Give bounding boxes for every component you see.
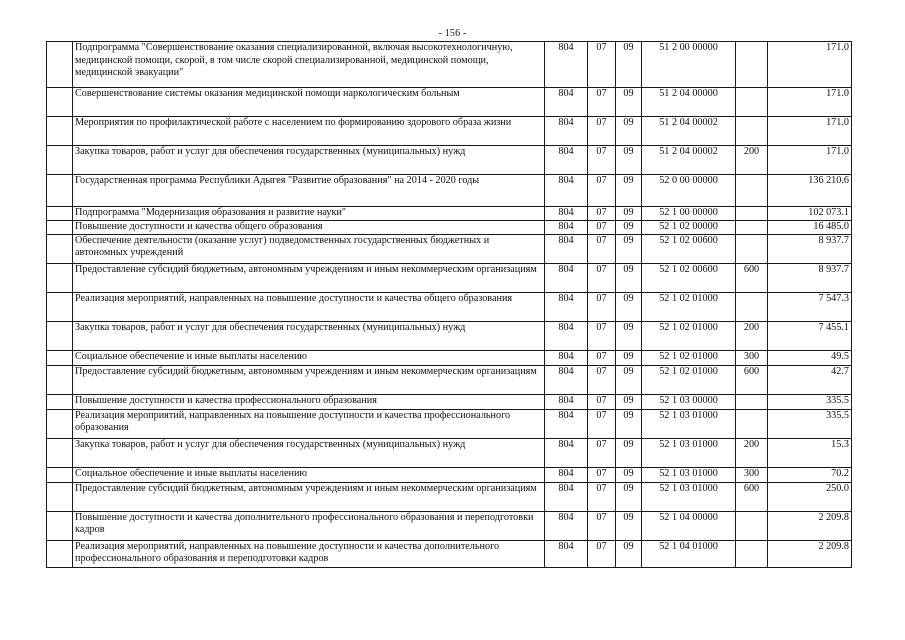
ministry-code: 804 bbox=[545, 409, 588, 438]
blank-cell bbox=[47, 394, 73, 409]
section-code: 07 bbox=[588, 263, 616, 292]
ministry-code: 804 bbox=[545, 321, 588, 350]
target-article: 51 2 00 00000 bbox=[642, 42, 736, 88]
section-code: 07 bbox=[588, 511, 616, 540]
amount: 15.3 bbox=[768, 438, 852, 467]
blank-cell bbox=[47, 350, 73, 365]
row-name: Подпрограмма "Совершенствование оказания специализированной, включая высокотехнологичную, медицинской помощи, скорой, в том числе скорой специализированной, медицинской помощи, медицинской эвакуации" bbox=[73, 42, 545, 88]
section-code: 07 bbox=[588, 175, 616, 207]
target-article: 52 0 00 00000 bbox=[642, 175, 736, 207]
ministry-code: 804 bbox=[545, 292, 588, 321]
amount: 136 210.6 bbox=[768, 175, 852, 207]
target-article: 52 1 04 00000 bbox=[642, 511, 736, 540]
target-article: 51 2 04 00002 bbox=[642, 117, 736, 146]
target-article: 52 1 02 00000 bbox=[642, 221, 736, 235]
subsection-code: 09 bbox=[616, 467, 642, 482]
row-name: Реализация мероприятий, направленных на повышение доступности и качества профессионального образования bbox=[73, 409, 545, 438]
expense-type bbox=[736, 394, 768, 409]
table-row bbox=[47, 350, 852, 365]
row-name: Предоставление субсидий бюджетным, автономным учреждениям и иным некоммерческим организациям bbox=[73, 263, 545, 292]
table-row bbox=[47, 117, 852, 146]
table-row bbox=[47, 175, 852, 207]
section-code: 07 bbox=[588, 540, 616, 567]
subsection-code: 09 bbox=[616, 365, 642, 394]
subsection-code: 09 bbox=[616, 175, 642, 207]
target-article: 52 1 03 01000 bbox=[642, 482, 736, 511]
amount: 171.0 bbox=[768, 88, 852, 117]
expense-type: 300 bbox=[736, 467, 768, 482]
row-name: Совершенствование системы оказания медицинской помощи наркологическим больным bbox=[73, 88, 545, 117]
section-code: 07 bbox=[588, 292, 616, 321]
page-number: - 156 - bbox=[438, 28, 467, 39]
ministry-code: 804 bbox=[545, 221, 588, 235]
table-row bbox=[47, 482, 852, 511]
table-row bbox=[47, 42, 852, 88]
table-row bbox=[47, 365, 852, 394]
blank-cell bbox=[47, 511, 73, 540]
row-name: Повышение доступности и качества дополнительного профессионального образования и переподготовки кадров bbox=[73, 511, 545, 540]
section-code: 07 bbox=[588, 88, 616, 117]
table-row bbox=[47, 511, 852, 540]
blank-cell bbox=[47, 409, 73, 438]
section-code: 07 bbox=[588, 467, 616, 482]
ministry-code: 804 bbox=[545, 511, 588, 540]
table-row bbox=[47, 409, 852, 438]
blank-cell bbox=[47, 292, 73, 321]
section-code: 07 bbox=[588, 146, 616, 175]
expense-type bbox=[736, 117, 768, 146]
blank-cell bbox=[47, 365, 73, 394]
expense-type bbox=[736, 540, 768, 567]
section-code: 07 bbox=[588, 438, 616, 467]
target-article: 52 1 02 01000 bbox=[642, 350, 736, 365]
section-code: 07 bbox=[588, 321, 616, 350]
blank-cell bbox=[47, 263, 73, 292]
expense-type: 200 bbox=[736, 321, 768, 350]
table-row bbox=[47, 234, 852, 263]
amount: 250.0 bbox=[768, 482, 852, 511]
section-code: 07 bbox=[588, 207, 616, 221]
amount: 16 485.0 bbox=[768, 221, 852, 235]
row-name: Закупка товаров, работ и услуг для обеспечения государственных (муниципальных) нужд bbox=[73, 146, 545, 175]
ministry-code: 804 bbox=[545, 438, 588, 467]
ministry-code: 804 bbox=[545, 365, 588, 394]
expense-type bbox=[736, 175, 768, 207]
amount: 42.7 bbox=[768, 365, 852, 394]
table-body bbox=[47, 42, 852, 568]
ministry-code: 804 bbox=[545, 42, 588, 88]
blank-cell bbox=[47, 146, 73, 175]
row-name: Социальное обеспечение и иные выплаты населению bbox=[73, 467, 545, 482]
target-article: 52 1 02 01000 bbox=[642, 321, 736, 350]
expense-type bbox=[736, 234, 768, 263]
subsection-code: 09 bbox=[616, 482, 642, 511]
row-name: Мероприятия по профилактической работе с населением по формированию здорового образа жизни bbox=[73, 117, 545, 146]
row-name: Предоставление субсидий бюджетным, автономным учреждениям и иным некоммерческим организациям bbox=[73, 482, 545, 511]
amount: 7 547.3 bbox=[768, 292, 852, 321]
expense-type bbox=[736, 511, 768, 540]
target-article: 51 2 04 00000 bbox=[642, 88, 736, 117]
subsection-code: 09 bbox=[616, 394, 642, 409]
expense-type bbox=[736, 409, 768, 438]
subsection-code: 09 bbox=[616, 409, 642, 438]
expense-type: 600 bbox=[736, 365, 768, 394]
subsection-code: 09 bbox=[616, 221, 642, 235]
subsection-code: 09 bbox=[616, 540, 642, 567]
section-code: 07 bbox=[588, 482, 616, 511]
amount: 8 937.7 bbox=[768, 263, 852, 292]
target-article: 52 1 00 00000 bbox=[642, 207, 736, 221]
row-name: Предоставление субсидий бюджетным, автономным учреждениям и иным некоммерческим организациям bbox=[73, 365, 545, 394]
blank-cell bbox=[47, 207, 73, 221]
blank-cell bbox=[47, 321, 73, 350]
expense-type: 300 bbox=[736, 350, 768, 365]
amount: 335.5 bbox=[768, 394, 852, 409]
blank-cell bbox=[47, 42, 73, 88]
expense-type bbox=[736, 42, 768, 88]
subsection-code: 09 bbox=[616, 292, 642, 321]
target-article: 52 1 02 00600 bbox=[642, 234, 736, 263]
amount: 2 209.8 bbox=[768, 511, 852, 540]
expense-type: 200 bbox=[736, 146, 768, 175]
amount: 335.5 bbox=[768, 409, 852, 438]
row-name: Закупка товаров, работ и услуг для обеспечения государственных (муниципальных) нужд bbox=[73, 321, 545, 350]
table-row bbox=[47, 207, 852, 221]
target-article: 52 1 02 01000 bbox=[642, 365, 736, 394]
table-row bbox=[47, 146, 852, 175]
blank-cell bbox=[47, 467, 73, 482]
table-row bbox=[47, 221, 852, 235]
blank-cell bbox=[47, 88, 73, 117]
expense-type: 600 bbox=[736, 482, 768, 511]
section-code: 07 bbox=[588, 117, 616, 146]
row-name: Реализация мероприятий, направленных на повышение доступности и качества общего образования bbox=[73, 292, 545, 321]
ministry-code: 804 bbox=[545, 467, 588, 482]
blank-cell bbox=[47, 221, 73, 235]
row-name: Реализация мероприятий, направленных на повышение доступности и качества дополнительного профессионального образования и переподготовки кадров bbox=[73, 540, 545, 567]
target-article: 52 1 03 00000 bbox=[642, 394, 736, 409]
amount: 49.5 bbox=[768, 350, 852, 365]
section-code: 07 bbox=[588, 221, 616, 235]
row-name: Закупка товаров, работ и услуг для обеспечения государственных (муниципальных) нужд bbox=[73, 438, 545, 467]
amount: 7 455.1 bbox=[768, 321, 852, 350]
table-row bbox=[47, 321, 852, 350]
amount: 8 937.7 bbox=[768, 234, 852, 263]
section-code: 07 bbox=[588, 394, 616, 409]
table-row bbox=[47, 438, 852, 467]
ministry-code: 804 bbox=[545, 207, 588, 221]
table-row bbox=[47, 467, 852, 482]
table-row bbox=[47, 263, 852, 292]
section-code: 07 bbox=[588, 409, 616, 438]
target-article: 52 1 03 01000 bbox=[642, 438, 736, 467]
ministry-code: 804 bbox=[545, 263, 588, 292]
row-name: Социальное обеспечение и иные выплаты населению bbox=[73, 350, 545, 365]
subsection-code: 09 bbox=[616, 350, 642, 365]
blank-cell bbox=[47, 482, 73, 511]
ministry-code: 804 bbox=[545, 540, 588, 567]
expense-type bbox=[736, 221, 768, 235]
ministry-code: 804 bbox=[545, 175, 588, 207]
amount: 171.0 bbox=[768, 117, 852, 146]
table-row bbox=[47, 540, 852, 567]
budget-table bbox=[46, 41, 852, 568]
row-name: Повышение доступности и качества общего образования bbox=[73, 221, 545, 235]
section-code: 07 bbox=[588, 350, 616, 365]
row-name: Государственная программа Республики Адыгея "Развитие образования" на 2014 - 2020 годы bbox=[73, 175, 545, 207]
subsection-code: 09 bbox=[616, 263, 642, 292]
section-code: 07 bbox=[588, 234, 616, 263]
ministry-code: 804 bbox=[545, 234, 588, 263]
target-article: 52 1 02 01000 bbox=[642, 292, 736, 321]
blank-cell bbox=[47, 175, 73, 207]
expense-type: 200 bbox=[736, 438, 768, 467]
row-name: Повышение доступности и качества профессионального образования bbox=[73, 394, 545, 409]
target-article: 52 1 03 01000 bbox=[642, 409, 736, 438]
target-article: 51 2 04 00002 bbox=[642, 146, 736, 175]
target-article: 52 1 02 00600 bbox=[642, 263, 736, 292]
subsection-code: 09 bbox=[616, 117, 642, 146]
amount: 171.0 bbox=[768, 146, 852, 175]
blank-cell bbox=[47, 438, 73, 467]
subsection-code: 09 bbox=[616, 511, 642, 540]
expense-type bbox=[736, 292, 768, 321]
subsection-code: 09 bbox=[616, 42, 642, 88]
row-name: Обеспечение деятельности (оказание услуг) подведомственных государственных бюджетных и автономных учреждений bbox=[73, 234, 545, 263]
table-row bbox=[47, 292, 852, 321]
ministry-code: 804 bbox=[545, 146, 588, 175]
ministry-code: 804 bbox=[545, 350, 588, 365]
ministry-code: 804 bbox=[545, 482, 588, 511]
expense-type: 600 bbox=[736, 263, 768, 292]
amount: 102 073.1 bbox=[768, 207, 852, 221]
subsection-code: 09 bbox=[616, 321, 642, 350]
ministry-code: 804 bbox=[545, 394, 588, 409]
blank-cell bbox=[47, 117, 73, 146]
table-row bbox=[47, 88, 852, 117]
subsection-code: 09 bbox=[616, 88, 642, 117]
subsection-code: 09 bbox=[616, 234, 642, 263]
subsection-code: 09 bbox=[616, 438, 642, 467]
blank-cell bbox=[47, 234, 73, 263]
ministry-code: 804 bbox=[545, 88, 588, 117]
blank-cell bbox=[47, 540, 73, 567]
target-article: 52 1 04 01000 bbox=[642, 540, 736, 567]
target-article: 52 1 03 01000 bbox=[642, 467, 736, 482]
ministry-code: 804 bbox=[545, 117, 588, 146]
row-name: Подпрограмма "Модернизация образования и развитие науки" bbox=[73, 207, 545, 221]
subsection-code: 09 bbox=[616, 146, 642, 175]
section-code: 07 bbox=[588, 42, 616, 88]
table-row bbox=[47, 394, 852, 409]
subsection-code: 09 bbox=[616, 207, 642, 221]
expense-type bbox=[736, 88, 768, 117]
amount: 2 209.8 bbox=[768, 540, 852, 567]
amount: 70.2 bbox=[768, 467, 852, 482]
section-code: 07 bbox=[588, 365, 616, 394]
amount: 171.0 bbox=[768, 42, 852, 88]
expense-type bbox=[736, 207, 768, 221]
